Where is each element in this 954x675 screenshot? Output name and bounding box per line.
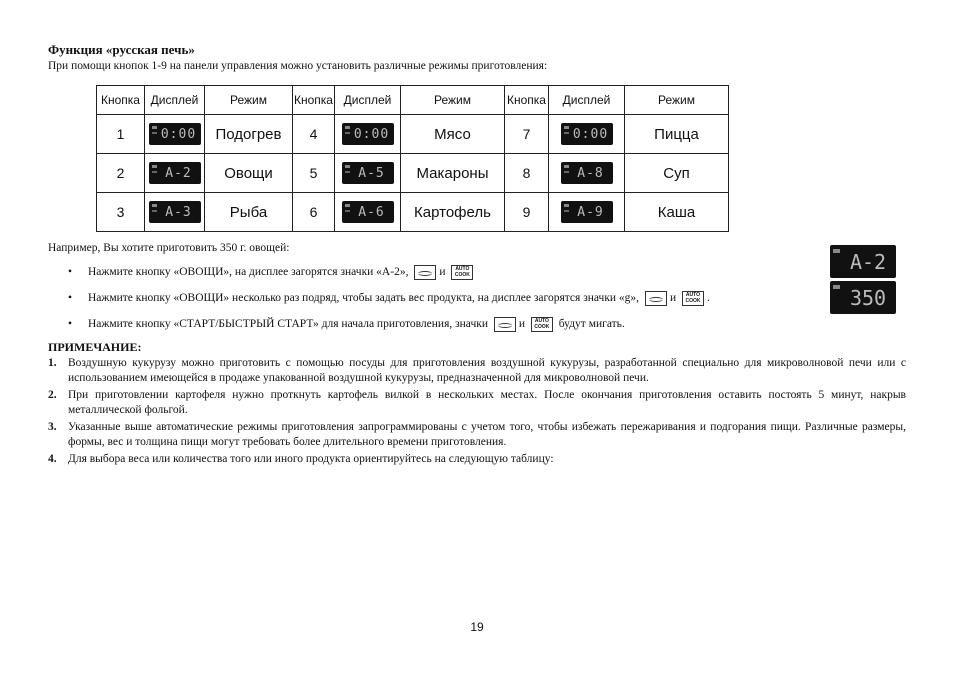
display-icon: A-3 [149,201,201,223]
auto-cook-icon: AUTO COOK [451,265,473,280]
notes-list [48,356,906,469]
mode-name: Овощи [205,154,293,193]
list-item [48,286,828,312]
mode-name: Подогрев [205,115,293,154]
mode-name: Картофель [401,193,505,232]
display-cell [335,115,401,154]
display-cell [549,115,625,154]
header-button: Кнопка [293,86,335,115]
list-item: 3. Указанные выше автоматические режимы приготовления запрограммированы с учетом того, чтобы избежать пережаривания и подгорания пищи. Различные размеры, формы, вес и толщина пищи могут требовать более длительного времени приготовления. [48,421,906,448]
mode-name: Рыба [205,193,293,232]
microwave-icon [494,317,516,332]
microwave-icon [414,265,436,280]
display-cell [145,115,205,154]
note-heading: ПРИМЕЧАНИЕ: [48,340,142,354]
step-conjunction: и [518,318,526,330]
display-icon: A-9 [561,201,613,223]
header-display: Дисплей [145,86,205,115]
display-cell [335,154,401,193]
mode-name: Каша [625,193,729,232]
display-cell [145,154,205,193]
table-header-row [97,86,729,115]
mode-name: Пицца [625,115,729,154]
header-display: Дисплей [335,86,401,115]
button-number: 4 [293,115,335,154]
mode-name: Макароны [401,154,505,193]
steps-list [48,260,828,338]
display-a2: A-2 [830,245,896,278]
bullet: • [68,292,73,304]
list-item [48,260,828,286]
button-number: 3 [97,193,145,232]
display-icon: 0:00 [561,123,613,145]
display-icon: A-8 [561,162,613,184]
header-mode: Режим [205,86,293,115]
display-350: 350 [830,281,896,314]
step-conjunction: и [439,266,446,278]
page-number: 19 [470,620,484,634]
bullet: • [68,266,73,278]
intro-text: При помощи кнопок 1-9 на панели управления можно установить различные режимы приготовления: [48,60,548,72]
button-number: 1 [97,115,145,154]
header-display: Дисплей [549,86,625,115]
table-row [97,193,729,232]
display-icon: A-6 [342,201,394,223]
step-conjunction: и [669,292,677,304]
step-text: будут мигать. [558,318,625,330]
display-icon: 0:00 [149,123,201,145]
display-cell [145,193,205,232]
auto-cook-icon: AUTO COOK [682,291,704,306]
display-cell [549,193,625,232]
microwave-icon [645,291,667,306]
mode-name: Мясо [401,115,505,154]
header-mode: Режим [401,86,505,115]
header-button: Кнопка [505,86,549,115]
step-text: Нажмите кнопку «ОВОЩИ», на дисплее загорятся значки «А-2», [88,266,409,278]
mode-name: Суп [625,154,729,193]
display-cell [335,193,401,232]
header-button: Кнопка [97,86,145,115]
button-number: 2 [97,154,145,193]
display-icon: 0:00 [342,123,394,145]
table-row [97,154,729,193]
step-text: . [706,292,710,304]
step-text: Нажмите кнопку «СТАРТ/БЫСТРЫЙ СТАРТ» для начала приготовления, значки [88,318,488,330]
example-text: Например, Вы хотите приготовить 350 г. овощей: [48,242,290,254]
step-text: Нажмите кнопку «ОВОЩИ» несколько раз подряд, чтобы задать вес продукта, на дисплее загорятся значки «g», [88,292,640,304]
list-item [48,312,828,338]
button-number: 5 [293,154,335,193]
list-item: 2. При приготовлении картофеля нужно проткнуть картофель вилкой в нескольких местах. После окончания приготовления оставить постоять 5 минут, накрыв металлической фольгой. [48,389,906,416]
button-number: 7 [505,115,549,154]
button-number: 8 [505,154,549,193]
display-cell [549,154,625,193]
display-icon: A-5 [342,162,394,184]
display-icon: A-2 [149,162,201,184]
header-mode: Режим [625,86,729,115]
table-row [97,115,729,154]
auto-cook-icon: AUTO COOK [531,317,553,332]
button-number: 9 [505,193,549,232]
modes-table [96,85,729,232]
list-item: 1. Воздушную кукурузу можно приготовить с помощью посуды для приготовления воздушной кукурузы, разработанной специально для микроволновой печи или с использованием имеющейся в продаже упакованной воздушной кукурузы, предназначенной для микроволновой печи. [48,357,906,384]
button-number: 6 [293,193,335,232]
section-title: Функция «русская печь» [48,42,195,57]
list-item: 4. Для выбора веса или количества того или иного продукта ориентируйтесь на следующую таблицу: [48,453,554,465]
bullet: • [68,318,73,330]
